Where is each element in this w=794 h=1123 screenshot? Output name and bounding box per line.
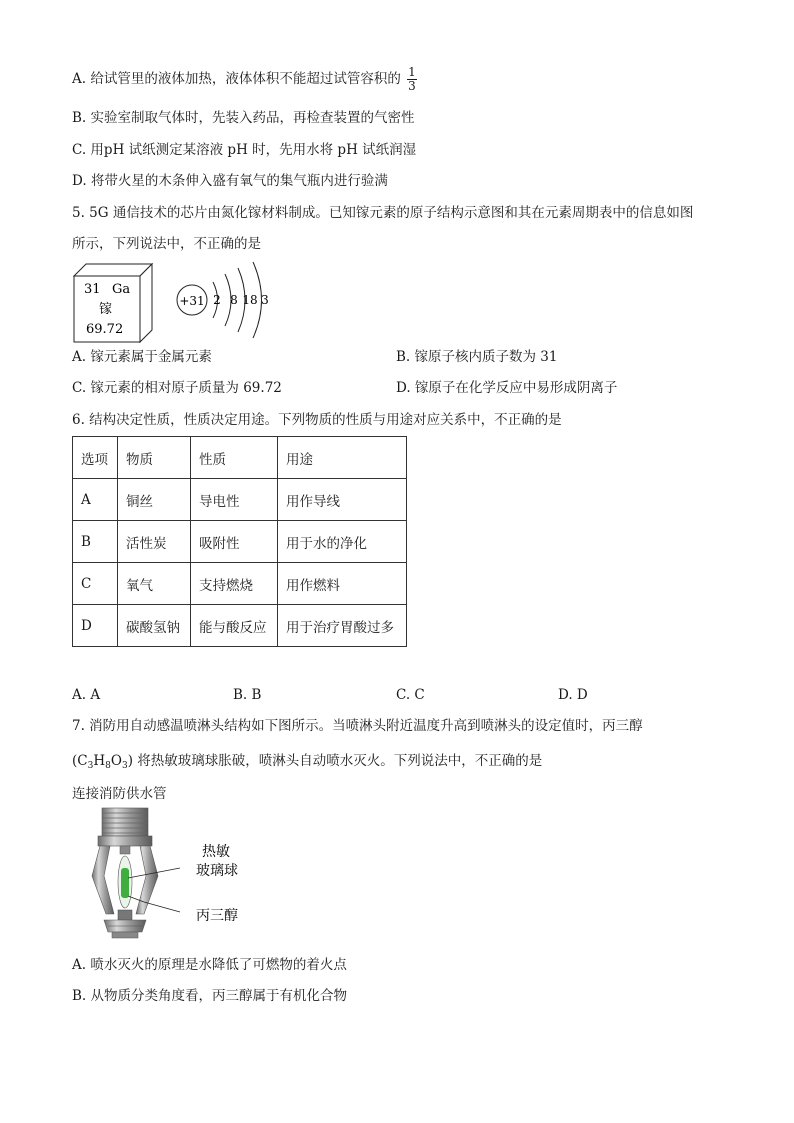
formula-subscript: 8: [105, 761, 111, 771]
q4-option-a: [72, 66, 417, 93]
table-cell: 用于水的净化: [278, 521, 407, 563]
table-cell: 吸附性: [191, 521, 278, 563]
fraction: [407, 66, 417, 93]
gallium-figure: [72, 260, 292, 344]
sprinkler-figure: [88, 806, 258, 946]
q5-option-a: A. 镓元素属于金属元素: [72, 349, 212, 365]
table-row: [73, 479, 407, 521]
table-row: [73, 521, 407, 563]
table-cell: 用于治疗胃酸过多: [278, 605, 407, 647]
table-cell: 活性炭: [118, 521, 191, 563]
q4-option-c: C. 用pH 试纸测定某溶液 pH 时，先用水将 pH 试纸润湿: [72, 142, 417, 158]
table-header-cell: 用途: [278, 437, 407, 479]
table-cell: A: [73, 479, 118, 521]
table-cell: 能与酸反应: [191, 605, 278, 647]
q7-option-a: A. 喷水灭火的原理是水降低了可燃物的着火点: [72, 957, 347, 973]
table-header-cell: 选项: [73, 437, 118, 479]
q6-stem: 6. 结构决定性质，性质决定用途。下列物质的性质与用途对应关系中，不正确的是: [72, 412, 562, 428]
table-cell: 铜丝: [118, 479, 191, 521]
q6-option-d: D. D: [558, 687, 588, 703]
q6-option-c: C. C: [396, 687, 425, 703]
nucleus-charge: +31: [179, 294, 205, 308]
figure-top-label: 连接消防供水管: [72, 786, 167, 802]
q5-stem-line1: 5. 5G 通信技术的芯片由氮化镓材料制成。已知镓元素的原子结构示意图和其在元素周期表中的信息如图: [72, 205, 694, 221]
q6-option-a: A. A: [72, 687, 101, 703]
table-cell: B: [73, 521, 118, 563]
formula-subscript: 3: [121, 761, 128, 771]
label-glass-bulb: 玻璃球: [196, 863, 238, 879]
formula-element: H: [93, 753, 106, 769]
shell-electrons: 2: [213, 293, 221, 307]
callout-line: [144, 902, 180, 912]
formula-element: C: [77, 753, 88, 769]
q4-option-b: B. 实验室制取气体时，先装入药品，再检查装置的气密性: [72, 110, 415, 126]
table-header-row: [73, 437, 407, 479]
table-cell: 氧气: [118, 563, 191, 605]
atomic-number: 31: [84, 282, 101, 297]
shell-electrons: 8: [230, 293, 238, 307]
glass-bulb: [118, 856, 132, 908]
q7-stem-line2-text: 将热敏玻璃球胀破，喷淋头自动喷水灭火。下列说法中，不正确的是: [137, 753, 543, 769]
fraction-numerator: 1: [408, 65, 416, 79]
q4-option-d: D. 将带火星的木条伸入盛有氧气的集气瓶内进行验满: [72, 173, 388, 189]
q7-stem-line1: 7. 消防用自动感温喷淋头结构如下图所示。当喷淋头附近温度升高到喷淋头的设定值时，丙三醇: [72, 718, 643, 734]
q6-option-b: B. B: [233, 687, 262, 703]
element-name: 镓: [99, 302, 113, 317]
q5-option-c: C. 镓元素的相对原子质量为 69.72: [72, 380, 282, 396]
q7-stem-line2: [72, 751, 542, 776]
formula-subscript: 3: [87, 761, 94, 771]
table-cell: 支持燃烧: [191, 563, 278, 605]
label-heat-sensitive: 热敏: [202, 844, 230, 860]
q6-table: [72, 436, 407, 647]
table-row: [73, 563, 407, 605]
table-row: [73, 605, 407, 647]
shell-electrons: 18: [242, 293, 258, 307]
q4-option-a-text: A. 给试管里的液体加热，液体体积不能超过试管容积的: [72, 71, 401, 87]
q5-option-d: D. 镓原子在化学反应中易形成阴离子: [396, 380, 618, 396]
shell-electrons: 3: [261, 293, 269, 307]
chemical-formula: $(C_3H_8O_3)$: [72, 753, 133, 771]
element-symbol: Ga: [112, 282, 131, 297]
table-cell: C: [73, 563, 118, 605]
table-cell: 导电性: [191, 479, 278, 521]
atomic-mass: 69.72: [86, 322, 124, 337]
formula-element: O: [110, 753, 122, 769]
fraction-denominator: 3: [408, 79, 416, 93]
table-cell: 碳酸氢钠: [118, 605, 191, 647]
q5-stem-line2: 所示，下列说法中，不正确的是: [72, 236, 261, 252]
atomic-structure-diagram: [177, 262, 269, 338]
table-cell: 用作导线: [278, 479, 407, 521]
table-header-cell: 性质: [191, 437, 278, 479]
q7-option-b: B. 从物质分类角度看，丙三醇属于有机化合物: [72, 988, 348, 1004]
label-glycerol: 丙三醇: [196, 908, 238, 924]
threaded-pipe-connector: [98, 808, 152, 846]
table-header-cell: 物质: [118, 437, 191, 479]
table-cell: 用作燃料: [278, 563, 407, 605]
table-cell: D: [73, 605, 118, 647]
q5-option-b: B. 镓原子核内质子数为 31: [396, 349, 558, 365]
periodic-table-cell: [74, 264, 152, 342]
